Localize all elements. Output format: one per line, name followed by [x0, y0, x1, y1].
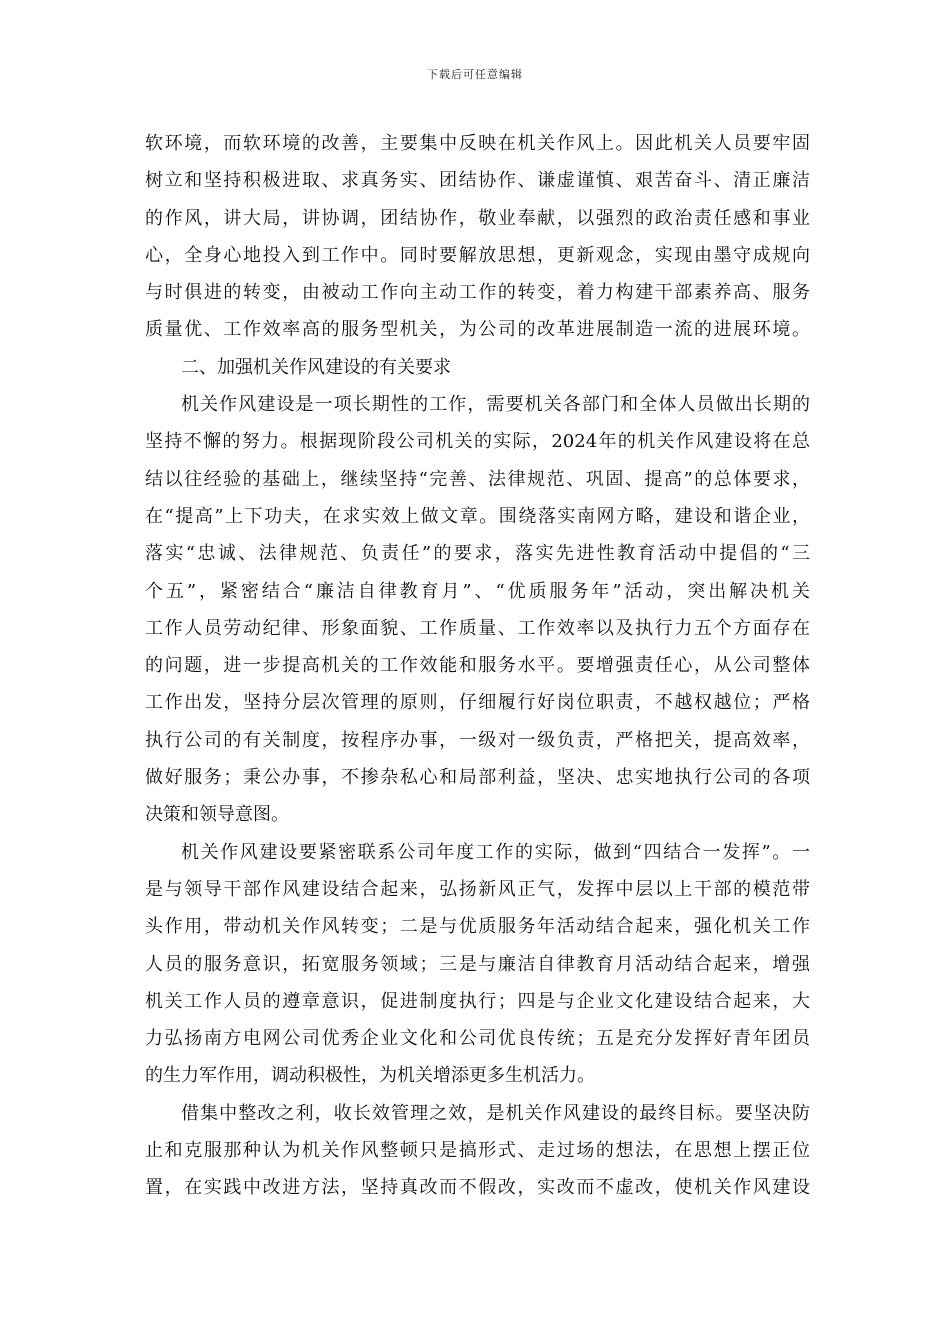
text-line: 结以往经验的基础上，继续坚持“完善、法律规范、巩固、提高”的总体要求，	[145, 468, 810, 490]
text-line: 工作出发，坚持分层次管理的原则，仔细履行好岗位职责，不越权越位；严格	[145, 692, 810, 714]
text-line: 借集中整改之利，收长效管理之效，是机关作风建设的最终目标。要坚决防	[181, 1102, 810, 1124]
text-line: 力弘扬南方电网公司优秀企业文化和公司优良传统；五是充分发挥好青年团员	[145, 1028, 810, 1050]
text-line: 工作人员劳动纪律、形象面貌、工作质量、工作效率以及执行力五个方面存在	[145, 617, 810, 639]
text-line: 的问题，进一步提高机关的工作效能和服务水平。要增强责任心，从公司整体	[145, 655, 810, 677]
text-line: 心，全身心地投入到工作中。同时要解放思想，更新观念，实现由墨守成规向	[145, 244, 810, 266]
text-line: 的作风，讲大局，讲协调，团结协作，敬业奉献，以强烈的政治责任感和事业	[145, 207, 810, 229]
text-line: 树立和坚持积极进取、求真务实、团结协作、谦虚谨慎、艰苦奋斗、清正廉洁	[145, 170, 810, 192]
text-line: 的生力军作用，调动积极性，为机关增添更多生机活力。	[145, 1065, 595, 1087]
text-line: 机关作风建设是一项长期性的工作，需要机关各部门和全体人员做出长期的	[181, 394, 810, 416]
text-line: 做好服务；秉公办事，不掺杂私心和局部利益，坚决、忠实地执行公司的各项	[145, 767, 810, 789]
text-line: 坚持不懈的努力。根据现阶段公司机关的实际，2024年的机关作风建设将在总	[145, 431, 810, 453]
section-heading: 二、加强机关作风建设的有关要求	[181, 356, 451, 378]
text-line: 与时俱进的转变，由被动工作向主动工作的转变，着力构建干部素养高、服务	[145, 282, 810, 304]
text-line: 人员的服务意识，拓宽服务领域；三是与廉洁自律教育月活动结合起来，增强	[145, 953, 810, 975]
text-line: 止和克服那种认为机关作风整顿只是搞形式、走过场的想法，在思想上摆正位	[145, 1140, 810, 1162]
page-header-note: 下载后可任意编辑	[427, 68, 523, 81]
text-line: 在“提高”上下功夫，在求实效上做文章。围绕落实南网方略，建设和谐企业，	[145, 505, 810, 527]
text-line: 机关作风建设要紧密联系公司年度工作的实际，做到“四结合一发挥”。一	[181, 841, 810, 863]
text-line: 头作用，带动机关作风转变；二是与优质服务年活动结合起来，强化机关工作	[145, 916, 810, 938]
text-line: 质量优、工作效率高的服务型机关，为公司的改革进展制造一流的进展环境。	[145, 319, 810, 341]
text-line: 软环境，而软环境的改善，主要集中反映在机关作风上。因此机关人员要牢固	[145, 133, 810, 154]
document-body	[145, 125, 810, 1207]
text-line: 执行公司的有关制度，按程序办事，一级对一级负责，严格把关，提高效率，	[145, 729, 810, 751]
text-line: 落实“忠诚、法律规范、负责任”的要求，落实先进性教育活动中提倡的“三	[145, 543, 810, 565]
text-line: 是与领导干部作风建设结合起来，弘扬新风正气，发挥中层以上干部的模范带	[145, 878, 810, 900]
text-line: 置，在实践中改进方法，坚持真改而不假改，实改而不虚改，使机关作风建设	[145, 1177, 810, 1199]
text-line: 个五”，紧密结合“廉洁自律教育月”、“优质服务年”活动，突出解决机关	[145, 580, 810, 602]
text-line: 机关工作人员的遵章意识，促进制度执行；四是与企业文化建设结合起来，大	[145, 990, 810, 1012]
text-line: 决策和领导意图。	[145, 804, 289, 826]
